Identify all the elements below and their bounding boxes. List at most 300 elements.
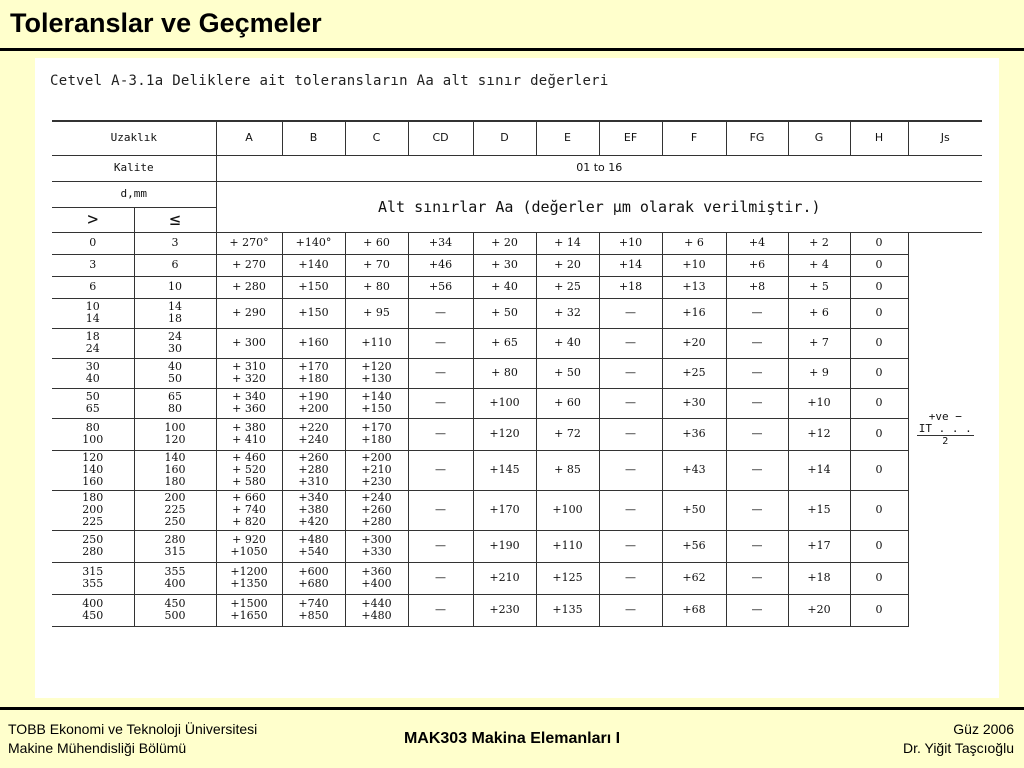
cell-value: +15 — [807, 503, 831, 516]
tolerance-cell — [726, 232, 788, 254]
cell-value: + 20 — [554, 258, 581, 271]
tolerance-cell — [788, 388, 850, 418]
table-row — [52, 388, 982, 418]
cell-value: 450 — [82, 609, 104, 622]
cell-value: + 9 — [809, 366, 829, 379]
cell-value: 140 — [82, 463, 104, 476]
tolerance-cell — [599, 490, 662, 530]
tolerance-cell — [282, 450, 345, 490]
cell-value: +140° — [295, 236, 332, 249]
tolerance-cell — [850, 298, 908, 328]
cell-value: 0 — [875, 571, 883, 584]
cell-value: +36 — [682, 427, 706, 440]
cell-value: 14 — [168, 300, 182, 313]
cell-value: — — [625, 336, 637, 349]
tolerance-cell — [408, 232, 473, 254]
cell-value: 24 — [85, 342, 100, 355]
cell-value: 200 — [164, 491, 186, 504]
tolerance-cell — [726, 254, 788, 276]
tolerance-cell — [599, 388, 662, 418]
cell-value: + 300 — [232, 336, 266, 349]
cell-value: +125 — [552, 571, 583, 584]
cell-value: + 60 — [363, 236, 390, 249]
tolerance-cell — [850, 594, 908, 626]
col-header: G — [788, 121, 850, 155]
cell-value: 450 — [164, 597, 186, 610]
cell-value: 400 — [82, 597, 104, 610]
range-lower — [52, 254, 134, 276]
js-note-sign: +ve − — [928, 409, 962, 423]
cell-value: + 520 — [232, 463, 266, 476]
cell-value: — — [625, 366, 637, 379]
quality-range: 01 to 16 — [216, 155, 982, 181]
range-upper — [134, 276, 216, 298]
tolerance-cell — [536, 418, 599, 450]
cell-value: +4 — [748, 236, 766, 249]
cell-value: 0 — [875, 463, 883, 476]
col-header: E — [536, 121, 599, 155]
js-note — [908, 232, 982, 626]
cell-value: +230 — [489, 603, 520, 616]
range-lower — [52, 490, 134, 530]
tolerance-cell — [662, 450, 726, 490]
column-header-row — [52, 121, 982, 155]
table-row — [52, 530, 982, 562]
cell-value: 200 — [82, 503, 104, 516]
cell-value: +145 — [489, 463, 520, 476]
cell-value: + 5 — [809, 280, 829, 293]
cell-value: + 410 — [232, 433, 266, 446]
tolerance-cell — [216, 276, 282, 298]
cell-value: 225 — [164, 503, 186, 516]
tolerance-cell — [536, 328, 599, 358]
table-row — [52, 276, 982, 298]
tolerance-cell — [216, 562, 282, 594]
cell-value: +56 — [682, 539, 706, 552]
cell-value: +20 — [682, 336, 706, 349]
cell-value: — — [625, 503, 637, 516]
tolerance-cell — [345, 490, 408, 530]
range-lower — [52, 450, 134, 490]
cell-value: — — [751, 603, 763, 616]
cell-value: 40 — [85, 372, 100, 385]
cell-value: 6 — [171, 258, 179, 271]
cell-value: 315 — [82, 565, 104, 578]
cell-value: + 80 — [491, 366, 518, 379]
tolerance-cell — [345, 232, 408, 254]
cell-value: 0 — [875, 258, 883, 271]
tolerance-cell — [473, 530, 536, 562]
tolerance-cell — [473, 328, 536, 358]
range-upper — [134, 562, 216, 594]
range-lower — [52, 594, 134, 626]
cell-value: + 2 — [809, 236, 829, 249]
tolerance-cell — [850, 358, 908, 388]
tolerance-cell — [599, 328, 662, 358]
cell-value: + 380 — [232, 421, 266, 434]
cell-value: +50 — [682, 503, 706, 516]
tolerance-cell — [216, 254, 282, 276]
cell-value: — — [625, 603, 637, 616]
tolerance-cell — [536, 490, 599, 530]
cell-value: +1500 — [230, 597, 268, 610]
tolerance-cell — [282, 358, 345, 388]
cell-value: +190 — [298, 390, 329, 403]
cell-value: +230 — [361, 475, 392, 488]
range-lower — [52, 276, 134, 298]
tolerance-cell — [850, 388, 908, 418]
title-divider — [0, 48, 1024, 51]
cell-value: + 280 — [232, 280, 266, 293]
tolerance-cell — [282, 298, 345, 328]
tolerance-cell — [788, 254, 850, 276]
range-lower — [52, 388, 134, 418]
cell-value: + 6 — [684, 236, 704, 249]
tolerance-cell — [662, 232, 726, 254]
cell-value: — — [435, 539, 447, 552]
tolerance-cell — [599, 450, 662, 490]
cell-value: +120 — [361, 360, 392, 373]
tolerance-cell — [473, 254, 536, 276]
scanned-table-document — [35, 58, 999, 698]
col-header: C — [345, 121, 408, 155]
tolerance-cell — [282, 418, 345, 450]
cell-value: 0 — [875, 396, 883, 409]
cell-value: +280 — [298, 463, 329, 476]
tolerance-cell — [408, 388, 473, 418]
tolerance-cell — [473, 298, 536, 328]
cell-value: + 340 — [232, 390, 266, 403]
tolerance-cell — [599, 530, 662, 562]
table-row — [52, 254, 982, 276]
cell-value: +16 — [682, 306, 706, 319]
tolerance-cell — [216, 358, 282, 388]
cell-value: +150 — [298, 306, 329, 319]
range-upper — [134, 328, 216, 358]
cell-value: +18 — [807, 571, 831, 584]
cell-value: — — [751, 306, 763, 319]
col-header: F — [662, 121, 726, 155]
cell-value: — — [435, 306, 447, 319]
tolerance-cell — [473, 562, 536, 594]
tolerance-cell — [216, 328, 282, 358]
cell-value: +110 — [361, 336, 392, 349]
tolerance-cell — [345, 298, 408, 328]
cell-value: 0 — [875, 280, 883, 293]
footer-university: TOBB Ekonomi ve Teknoloji Üniversitesi — [8, 721, 258, 737]
tolerance-cell — [599, 562, 662, 594]
cell-value: 40 — [168, 360, 182, 373]
cell-value: — — [625, 396, 637, 409]
col-header: A — [216, 121, 282, 155]
footer-department: Makine Mühendisliği Bölümü — [8, 740, 187, 756]
cell-value: 0 — [875, 603, 883, 616]
cell-value: + 40 — [491, 280, 518, 293]
tolerance-cell — [788, 594, 850, 626]
tolerance-cell — [599, 254, 662, 276]
table-row — [52, 418, 982, 450]
units-note: Alt sınırlar Aa (değerler μm olarak verilmiştir.) — [216, 181, 982, 232]
cell-value: +68 — [682, 603, 706, 616]
tolerance-cell — [536, 388, 599, 418]
tolerance-cell — [345, 530, 408, 562]
tolerance-cell — [345, 450, 408, 490]
cell-value: 24 — [168, 330, 182, 343]
range-lower — [52, 562, 134, 594]
cell-value: 0 — [875, 539, 883, 552]
tolerance-cell — [408, 328, 473, 358]
cell-value: +6 — [748, 258, 766, 271]
tolerance-cell — [788, 298, 850, 328]
cell-value: +30 — [682, 396, 706, 409]
tolerance-cell — [662, 358, 726, 388]
cell-value: +25 — [682, 366, 706, 379]
tolerance-cell — [536, 358, 599, 388]
cell-value: 3 — [171, 236, 179, 249]
cell-value: + 50 — [554, 366, 581, 379]
cell-value: + 14 — [554, 236, 581, 249]
cell-value: +420 — [298, 515, 329, 528]
tolerance-cell — [408, 450, 473, 490]
range-upper — [134, 490, 216, 530]
tolerance-cell — [282, 276, 345, 298]
cell-value: +440 — [361, 597, 392, 610]
tolerance-cell — [473, 418, 536, 450]
cell-value: + 660 — [232, 491, 266, 504]
greater-than-symbol: > — [52, 207, 134, 232]
tolerance-cell — [473, 232, 536, 254]
tolerance-cell — [345, 276, 408, 298]
cell-value: + 460 — [232, 451, 266, 464]
cell-value: + 80 — [363, 280, 390, 293]
cell-value: 0 — [875, 236, 883, 249]
tolerance-cell — [408, 562, 473, 594]
range-upper — [134, 594, 216, 626]
cell-value: +480 — [361, 609, 392, 622]
cell-value: +200 — [298, 402, 329, 415]
cell-value: +14 — [618, 258, 643, 271]
tolerance-cell — [216, 594, 282, 626]
range-upper — [134, 298, 216, 328]
cell-value: +190 — [489, 539, 520, 552]
tolerance-cell — [662, 562, 726, 594]
cell-value: +330 — [361, 545, 392, 558]
cell-value: 3 — [89, 258, 97, 271]
cell-value: +170 — [298, 360, 329, 373]
cell-value: 120 — [82, 451, 104, 464]
col-header: B — [282, 121, 345, 155]
cell-value: 10 — [168, 280, 182, 293]
tolerance-cell — [850, 450, 908, 490]
tolerance-cell — [726, 328, 788, 358]
range-lower — [52, 418, 134, 450]
cell-value: — — [435, 503, 447, 516]
cell-value: +140 — [298, 258, 329, 271]
tolerance-cell — [216, 232, 282, 254]
cell-value: + 72 — [554, 427, 581, 440]
table-row — [52, 450, 982, 490]
cell-value: + 40 — [554, 336, 581, 349]
table-row — [52, 298, 982, 328]
cell-value: + 290 — [232, 306, 266, 319]
cell-value: +170 — [361, 421, 392, 434]
cell-value: — — [625, 427, 637, 440]
cell-value: + 580 — [232, 475, 266, 488]
quality-label: Kalite — [52, 155, 216, 181]
tolerance-cell — [599, 418, 662, 450]
cell-value: +150 — [298, 280, 329, 293]
tolerance-cell — [282, 562, 345, 594]
cell-value: 6 — [89, 280, 97, 293]
cell-value: 50 — [168, 372, 182, 385]
range-upper — [134, 530, 216, 562]
cell-value: +10 — [807, 396, 831, 409]
cell-value: +180 — [361, 433, 392, 446]
cell-value: 140 — [164, 451, 186, 464]
cell-value: +160 — [298, 336, 329, 349]
tolerance-cell — [788, 450, 850, 490]
tolerance-cell — [662, 254, 726, 276]
cell-value: +43 — [682, 463, 706, 476]
table-row — [52, 562, 982, 594]
tolerance-cell — [473, 450, 536, 490]
cell-value: + 95 — [363, 306, 390, 319]
cell-value: +300 — [361, 533, 392, 546]
tolerance-cell — [726, 388, 788, 418]
cell-value: 180 — [82, 491, 104, 504]
tolerance-cell — [788, 418, 850, 450]
cell-value: 0 — [875, 427, 883, 440]
cell-value: +12 — [807, 427, 831, 440]
tolerance-cell — [216, 450, 282, 490]
tolerance-table — [52, 120, 982, 627]
cell-value: 180 — [164, 475, 186, 488]
tolerance-cell — [408, 276, 473, 298]
cell-value: +210 — [489, 571, 520, 584]
cell-value: 355 — [164, 565, 186, 578]
tolerance-cell — [345, 388, 408, 418]
cell-value: + 70 — [363, 258, 390, 271]
cell-value: +100 — [489, 396, 520, 409]
tolerance-cell — [850, 254, 908, 276]
tolerance-cell — [850, 530, 908, 562]
tolerance-cell — [473, 358, 536, 388]
tolerance-cell — [536, 450, 599, 490]
cell-value: + 360 — [232, 402, 266, 415]
tolerance-cell — [536, 254, 599, 276]
tolerance-cell — [662, 276, 726, 298]
tolerance-cell — [726, 450, 788, 490]
cell-value: +600 — [298, 565, 329, 578]
cell-value: — — [435, 396, 447, 409]
tolerance-cell — [788, 276, 850, 298]
range-lower — [52, 328, 134, 358]
tolerance-cell — [536, 276, 599, 298]
js-note-fraction: IT . . . — [918, 421, 972, 435]
tolerance-cell — [282, 530, 345, 562]
cell-value: +480 — [298, 533, 329, 546]
cell-value: 18 — [168, 312, 182, 325]
cell-value: + 65 — [491, 336, 518, 349]
distance-header: Uzaklık — [52, 121, 216, 155]
cell-value: +680 — [298, 577, 329, 590]
col-header: Js — [908, 121, 982, 155]
cell-value: 50 — [85, 390, 100, 403]
cell-value: +180 — [298, 372, 329, 385]
cell-value: + 320 — [232, 372, 266, 385]
tolerance-cell — [473, 594, 536, 626]
tolerance-cell — [345, 562, 408, 594]
tolerance-cell — [282, 328, 345, 358]
cell-value: +240 — [361, 491, 392, 504]
tolerance-cell — [408, 418, 473, 450]
tolerance-cell — [599, 232, 662, 254]
cell-value: +17 — [807, 539, 831, 552]
cell-value: +150 — [361, 402, 392, 415]
tolerance-cell — [788, 490, 850, 530]
range-lower — [52, 232, 134, 254]
tolerance-cell — [408, 530, 473, 562]
cell-value: +20 — [807, 603, 831, 616]
cell-value: — — [751, 427, 763, 440]
cell-value: +120 — [489, 427, 520, 440]
cell-value: 30 — [168, 342, 182, 355]
cell-value: 10 — [85, 300, 100, 313]
cell-value: 315 — [164, 545, 186, 558]
cell-value: 0 — [875, 306, 883, 319]
tolerance-cell — [536, 594, 599, 626]
tolerance-cell — [726, 276, 788, 298]
cell-value: +260 — [361, 503, 392, 516]
tolerance-cell — [662, 298, 726, 328]
range-upper — [134, 418, 216, 450]
tolerance-cell — [726, 298, 788, 328]
cell-value: — — [625, 463, 637, 476]
tolerance-cell — [536, 232, 599, 254]
cell-value: — — [751, 571, 763, 584]
cell-value: — — [625, 306, 637, 319]
cell-value: 0 — [89, 236, 97, 249]
cell-value: + 270 — [232, 258, 266, 271]
cell-value: + 4 — [809, 258, 829, 271]
cell-value: 80 — [85, 421, 100, 434]
tolerance-cell — [282, 388, 345, 418]
table-row — [52, 490, 982, 530]
cell-value: +10 — [618, 236, 643, 249]
cell-value: + 920 — [232, 533, 266, 546]
cell-value: +540 — [298, 545, 329, 558]
col-header: H — [850, 121, 908, 155]
cell-value: — — [435, 571, 447, 584]
table-caption: Cetvel A-3.1a Deliklere ait toleransların Aa alt sınır değerleri — [50, 73, 609, 89]
cell-value: +46 — [428, 258, 453, 271]
cell-value: 0 — [875, 503, 883, 516]
quality-row — [52, 155, 982, 181]
cell-value: — — [751, 336, 763, 349]
tolerance-cell — [599, 594, 662, 626]
tolerance-cell — [282, 594, 345, 626]
cell-value: +56 — [428, 280, 453, 293]
tolerance-cell — [726, 594, 788, 626]
cell-value: — — [751, 463, 763, 476]
tolerance-cell — [282, 490, 345, 530]
footer-term-author — [903, 720, 1014, 758]
footer-divider — [0, 707, 1024, 710]
footer-term: Güz 2006 — [953, 721, 1014, 737]
tolerance-cell — [599, 276, 662, 298]
cell-value: 100 — [164, 421, 186, 434]
cell-value: 160 — [82, 475, 104, 488]
